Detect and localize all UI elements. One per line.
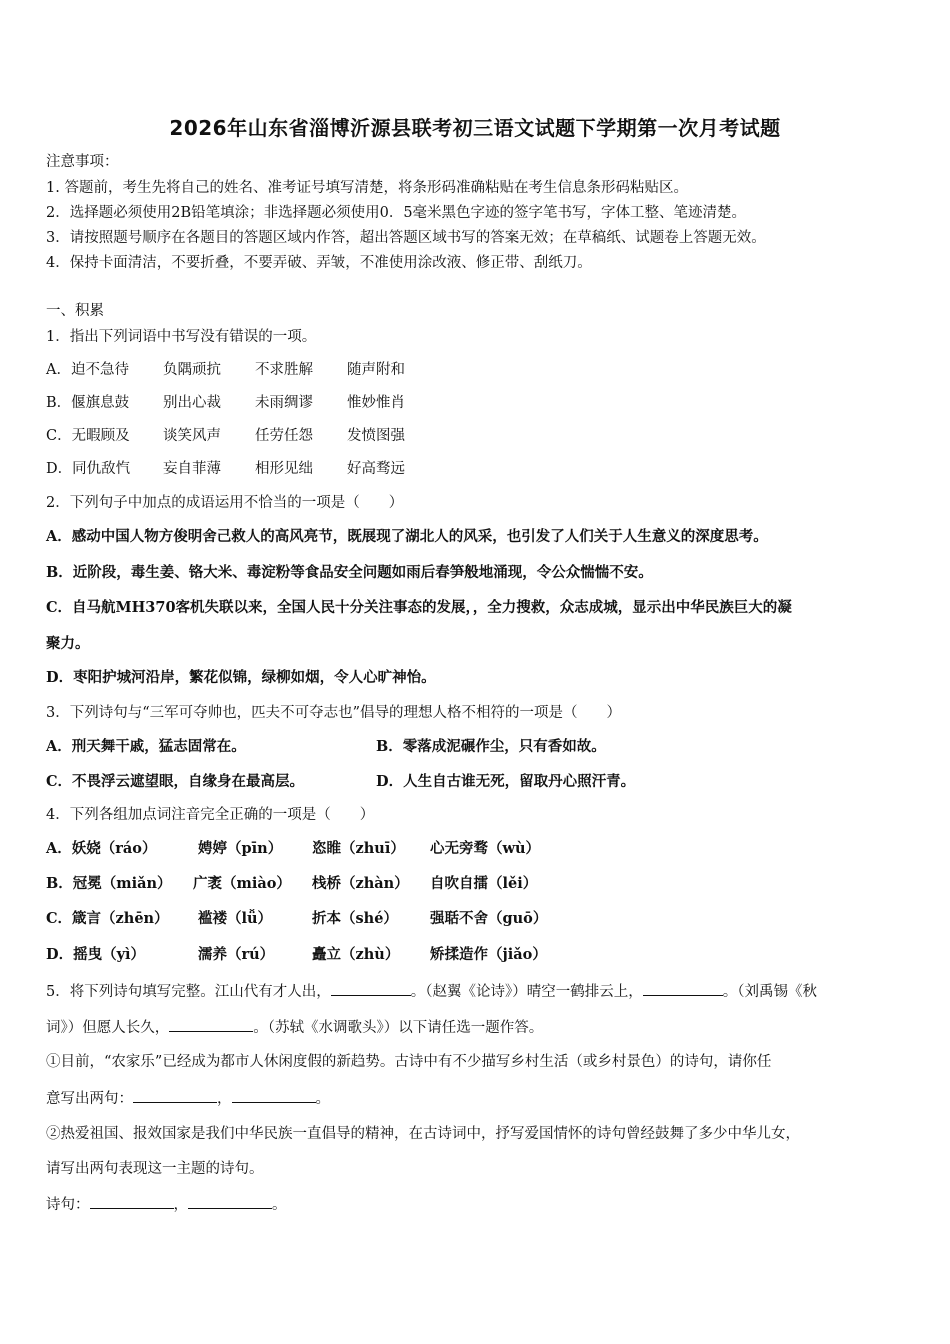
q4-option-c [46,909,547,929]
word: 发愤图强 [347,428,405,444]
word: D．同仇敌忾 [46,461,131,477]
q3-option-a: A．刑天舞干戚，猛志固常在。 [46,738,246,755]
q1-option-d [46,459,405,479]
answer-label: 意写出两句： [46,1091,133,1107]
q1-option-a [46,360,405,380]
word: 濡养（rú） [198,946,275,963]
q3-option-d: D．人生自古谁无死，留取丹心照汗青。 [376,773,636,790]
q5-prompt-1-answer [46,1088,330,1109]
q5-text: 。（赵翼《论诗》）晴空一鹤排云上， [410,984,643,1000]
q3-options-ab [46,737,606,757]
notice-item: 3．请按照题号顺序在各题目的答题区域内作答，超出答题区域书写的答案无效；在草稿纸、试题卷上答题无效。 [46,230,766,246]
q5-prompt-1: ①目前，“农家乐”已经成为都市人休闲度假的新趋势。古诗中有不少描写乡村生活（或乡村景色）的诗句，请你任 [46,1054,772,1070]
word: 好高骛远 [347,461,405,477]
word: 不求胜解 [255,362,313,378]
q5-line-1 [46,981,817,1002]
word: 心无旁骛（wù） [430,840,541,857]
q3-stem: 3．下列诗句与“三军可夺帅也，匹夫不可夺志也”倡导的理想人格不相符的一项是（ ） [46,705,622,721]
answer-blank[interactable] [232,1088,316,1103]
period: 。 [315,1091,330,1107]
q2-stem: 2．下列句子中加点的成语运用不恰当的一项是（ ） [46,495,404,511]
q5-text: 。（苏轼《水调歌头》）以下请任选一题作答。 [253,1020,544,1036]
word: 恣睢（zhuī） [312,840,405,857]
q1-option-b [46,393,405,413]
word: 任劳任怨 [255,428,313,444]
word: 折本（shé） [312,910,398,927]
q5-line-2 [46,1017,543,1038]
word: C．箴言（zhēn） [46,910,169,927]
word: A．妖娆（ráo） [46,840,157,857]
q5-text: 词》）但愿人长久， [46,1020,170,1036]
word: 矫揉造作（jiǎo） [430,946,547,963]
word: B．偃旗息鼓 [46,395,130,411]
q5-prompt-2: ②热爱祖国、报效国家是我们中华民族一直倡导的精神，在古诗词中，抒写爱国情怀的诗句曾经鼓舞了多少中华儿女， [46,1126,800,1142]
word: C．无暇顾及 [46,428,130,444]
answer-blank[interactable] [188,1194,272,1209]
word: 别出心裁 [163,395,221,411]
q4-stem: 4．下列各组加点词注音完全正确的一项是（ ） [46,807,375,823]
q5-text: 5．将下列诗句填写完整。江山代有才人出， [46,984,331,1000]
answer-label: 诗句： [46,1197,90,1213]
word: 栈桥（zhàn） [312,875,409,892]
notice-item: 4．保持卡面清洁，不要折叠，不要弄破、弄皱，不准使用涂改液、修正带、刮纸刀。 [46,255,592,271]
answer-blank[interactable] [331,981,411,996]
q1-option-c [46,426,405,446]
q3-option-b: B．零落成泥碾作尘，只有香如故。 [376,738,606,755]
word: 自吹自擂（lěi） [430,875,538,892]
q2-option-d: D．枣阳护城河沿岸，繁花似锦，绿柳如烟，令人心旷神怡。 [46,669,436,686]
word: 负隅顽抗 [163,362,221,378]
section-heading: 一、积累 [46,303,104,319]
q2-option-a: A．感动中国人物方俊明舍己救人的高风亮节，既展现了湖北人的风采，也引发了人们关于人生意义的深度思考。 [46,528,768,545]
q3-options-cd [46,772,636,792]
q2-option-c: C．自马航MH370客机失联以来，全国人民十分关注事态的发展，，全力搜救，众志成城，显示出中华民族巨大的凝 [46,599,792,616]
word: 谈笑风声 [163,428,221,444]
q2-option-c-cont: 聚力。 [46,635,90,652]
q2-option-b: B．近阶段，毒生姜、铬大米、毒淀粉等食品安全问题如雨后春笋般地涌现，令公众惴惴不安。 [46,564,653,581]
comma: ， [217,1091,232,1107]
answer-blank[interactable] [169,1017,253,1032]
answer-blank[interactable] [643,981,723,996]
q5-prompt-2-cont: 请写出两句表现这一主题的诗句。 [46,1161,264,1177]
comma: ， [173,1197,188,1213]
word: D．摇曳（yì） [46,946,146,963]
q4-option-d [46,945,547,965]
word: B．冠冕（miǎn） [46,875,172,892]
answer-blank[interactable] [90,1194,174,1209]
notice-item: 2．选择题必须使用2B铅笔填涂；非选择题必须使用0．5毫米黑色字迹的签字笔书写，字体工整、笔迹清楚。 [46,205,747,221]
notice-heading: 注意事项： [46,154,119,170]
word: 妄自菲薄 [163,461,221,477]
notice-item: 1. 答题前，考生先将自己的姓名、准考证号填写清楚，将条形码准确粘贴在考生信息条形码粘贴区。 [46,180,688,196]
q3-option-c: C．不畏浮云遮望眼，自缘身在最高层。 [46,773,305,790]
word: A．迫不急待 [46,362,129,378]
q4-option-b [46,874,537,894]
q5-text: 。（刘禹锡《秋 [722,984,817,1000]
q5-prompt-2-answer [46,1194,287,1215]
period: 。 [272,1197,287,1213]
word: 娉婷（pīn） [198,840,283,857]
word: 褴褛（lǚ） [198,910,273,927]
word: 相形见绌 [255,461,313,477]
q4-option-a [46,839,540,859]
answer-blank[interactable] [133,1088,217,1103]
word: 强聒不舍（guō） [430,910,548,927]
page-title: 2026年山东省淄博沂源县联考初三语文试题下学期第一次月考试题 [169,116,781,140]
word: 惟妙惟肖 [347,395,405,411]
word: 广袤（miào） [193,875,291,892]
q1-stem: 1．指出下列词语中书写没有错误的一项。 [46,329,317,345]
word: 矗立（zhù） [312,946,400,963]
word: 未雨绸谬 [255,395,313,411]
word: 随声附和 [347,362,405,378]
